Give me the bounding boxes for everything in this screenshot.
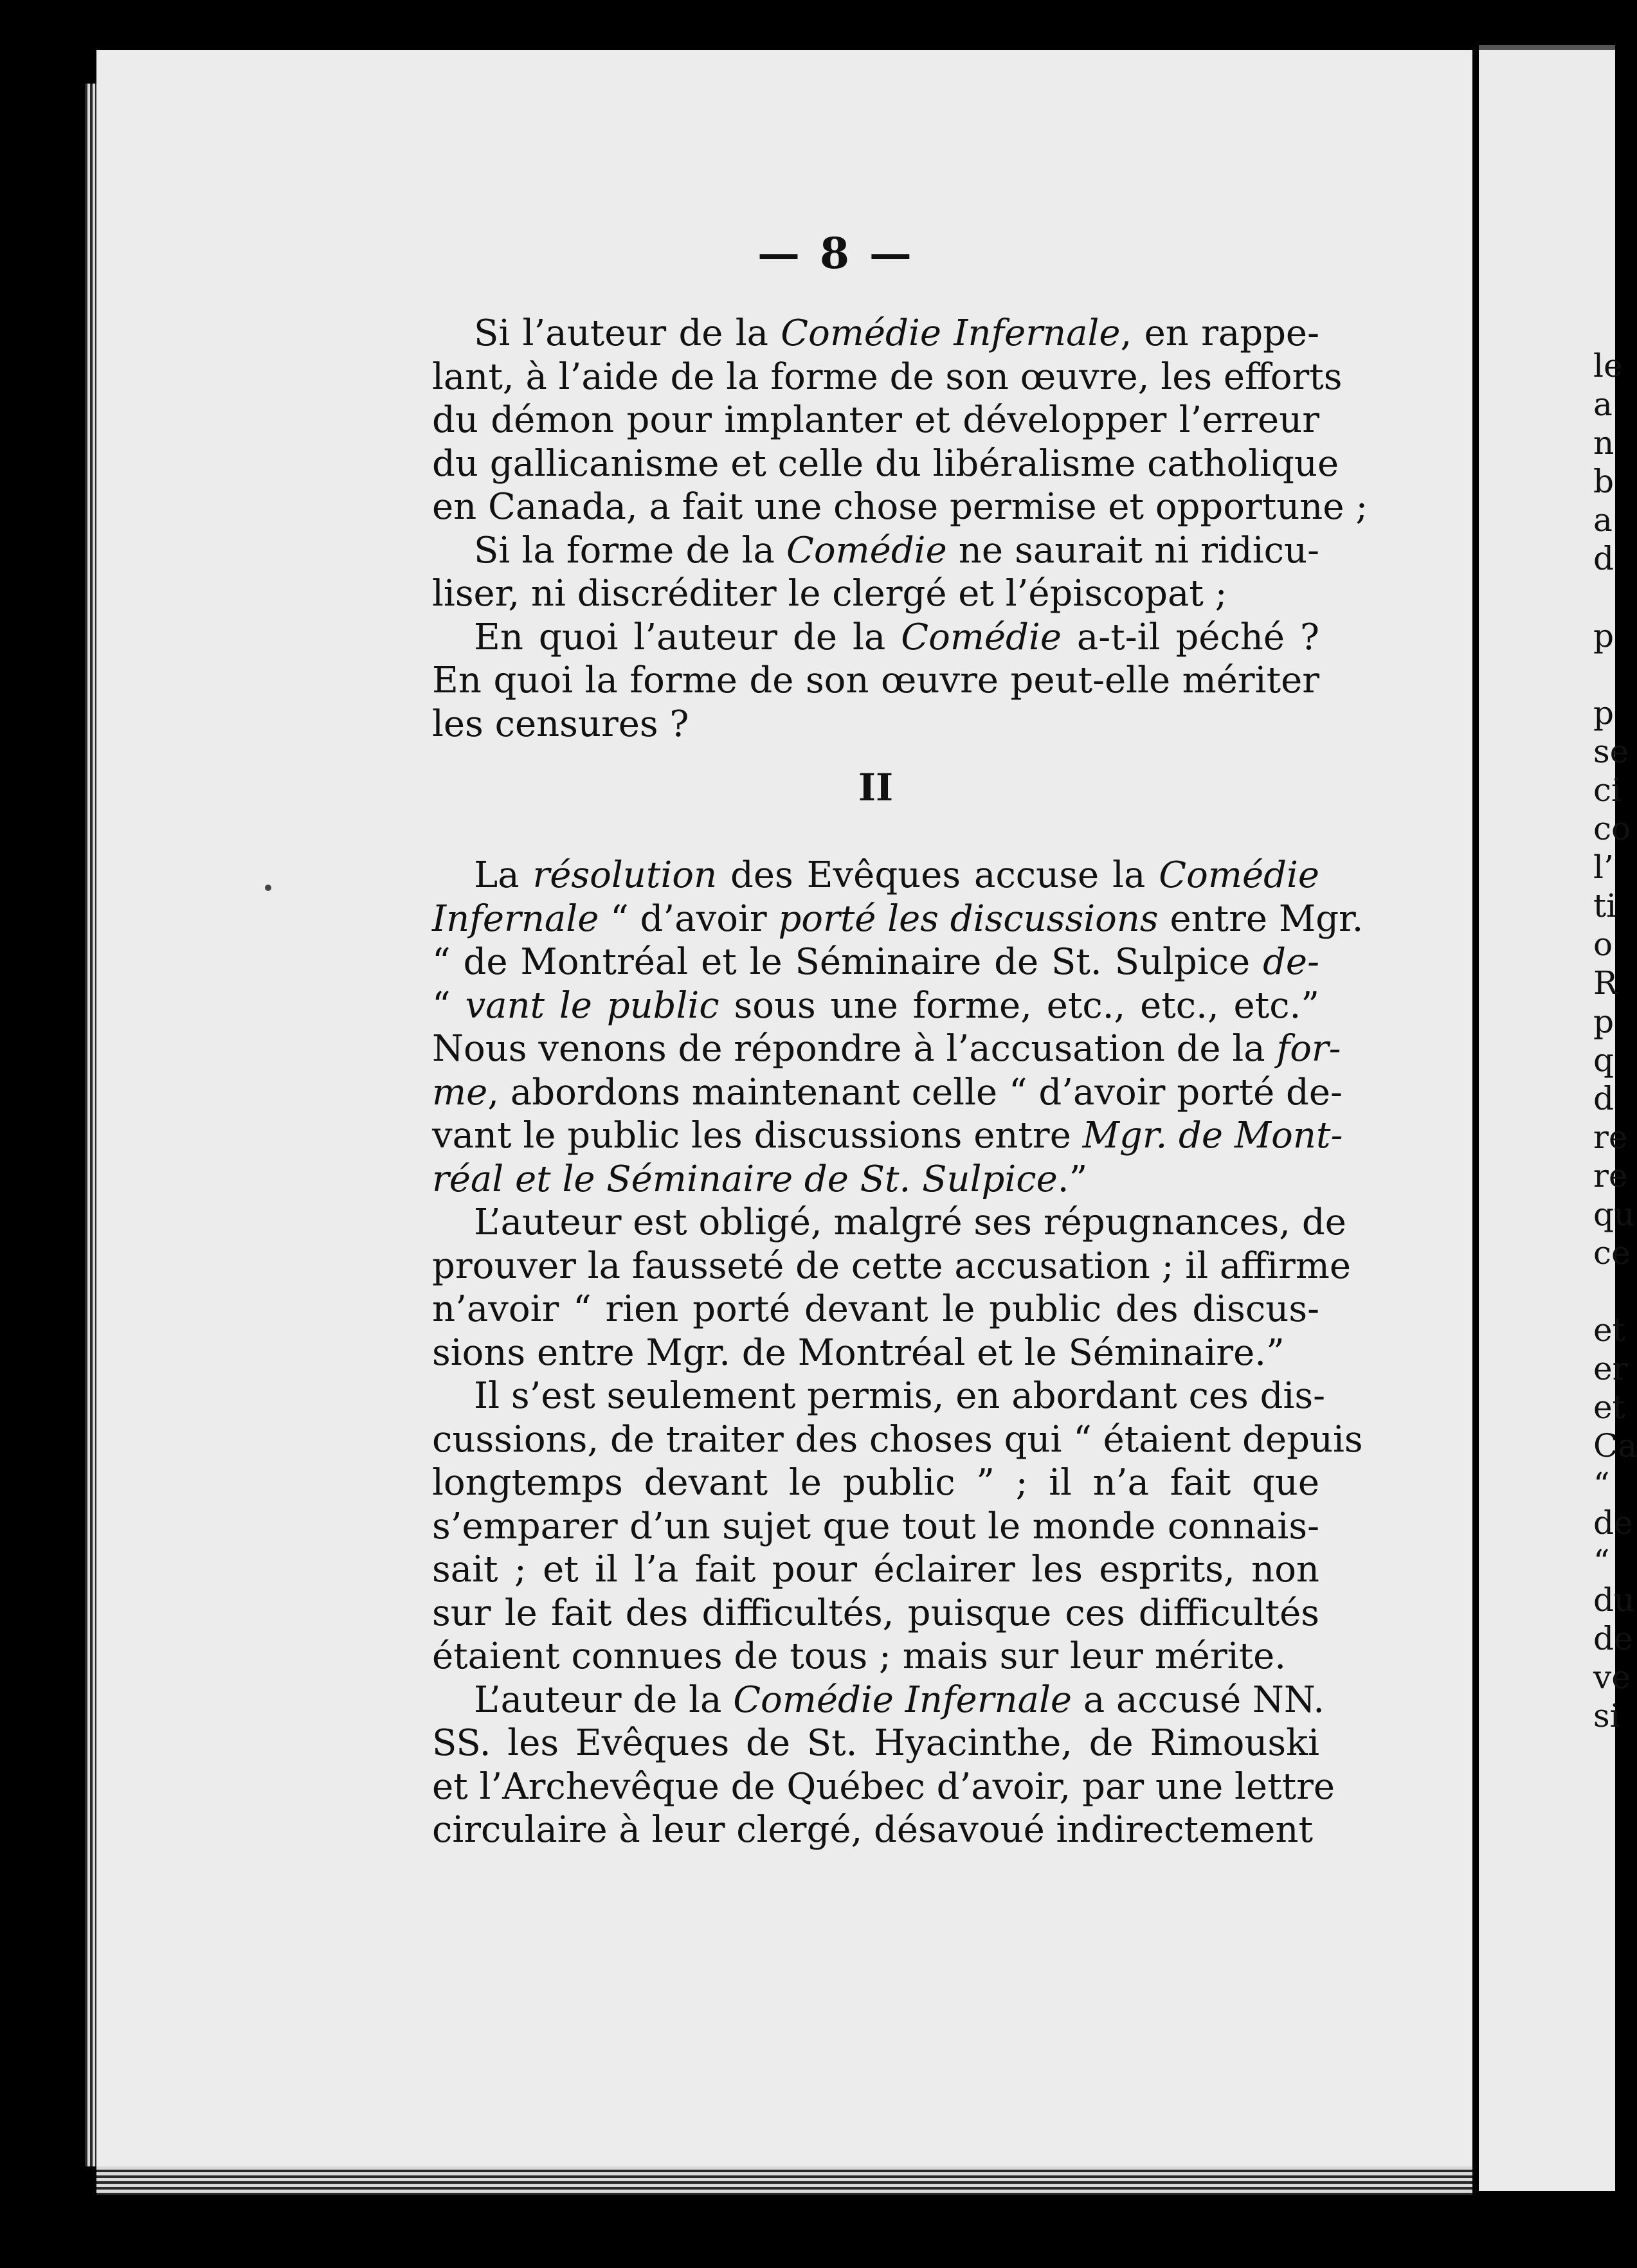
right-page-fragment: ti [1593,887,1617,924]
text-run: L’auteur est obligé, malgré ses répugnances, de [474,1202,1346,1243]
text-run: circulaire à leur clergé, désavoué indirectement [432,1809,1313,1851]
text-run: a-t-il péché ? [1061,616,1319,658]
text-run: Si l’auteur de la [474,312,781,354]
text-run: lant, à l’aide de la forme de son œuvre, les efforts [432,356,1343,398]
text-run: .” [1057,1158,1088,1200]
right-page-fragment: p [1593,617,1614,654]
text-run: sait ; et il l’a fait pour éclairer les esprits, non [432,1549,1319,1590]
right-page-fragment: a [1593,386,1613,423]
right-page-fragment: si [1593,1697,1620,1734]
right-page-fragment: ci [1593,771,1622,809]
text-line [432,1158,1319,1202]
italic-run: Comédie Infernale [781,312,1121,354]
text-line [432,1027,1341,1071]
text-line [432,1808,1319,1852]
text-run: “ de Montréal et le Séminaire de St. Sulpice [432,941,1263,983]
text-run: n’avoir “ rien porté devant le public des discus- [432,1288,1319,1330]
text-line [432,659,1319,703]
text-line [432,312,1319,356]
text-run: Il s’est seulement permis, en abordant ces dis- [474,1375,1326,1417]
text-line [432,616,1319,660]
text-line [432,529,1319,573]
text-line [432,1114,1343,1158]
right-page-fragment: er [1593,1350,1628,1387]
text-line [432,572,1319,616]
text-run: sions entre Mgr. de Montréal et le Séminaire.” [432,1331,1285,1374]
text-line [432,356,1343,399]
text-line [432,703,1319,746]
section-heading: II [858,766,894,809]
text-line [432,1679,1325,1722]
text-run: Nous venons de répondre à l’accusation de la [432,1028,1277,1070]
right-page-fragment: p [1593,694,1614,732]
italic-run: porté les discussions [778,897,1159,940]
text-run: , en rappe- [1120,312,1319,354]
text-line [432,941,1319,984]
text-run: vant le public les discussions entre [432,1115,1083,1156]
italic-run: résolution [532,854,718,896]
right-page-fragment: et [1593,1389,1625,1426]
italic-run: vant le public [465,984,719,1027]
right-page-fragment: d [1593,1080,1614,1117]
text-run: a accusé NN. [1072,1679,1325,1721]
text-line [432,399,1319,442]
text-run: entre Mgr. [1158,897,1364,940]
text-line [432,897,1364,941]
ink-speck [265,885,271,891]
text-run: “ [432,984,466,1027]
text-run: , abordons maintenant celle “ d’avoir porté de- [487,1071,1343,1113]
text-run: étaient connues de tous ; mais sur leur mérite. [432,1635,1287,1677]
text-line [432,854,1319,897]
right-page-fragment: co [1593,810,1631,847]
text-line [432,1548,1319,1592]
right-page-fragment: R [1593,964,1618,1002]
italic-run: for- [1276,1028,1341,1070]
text-run: des Evêques accuse la [717,854,1159,896]
text-run: “ d’avoir [599,897,779,940]
text-line [432,1418,1363,1462]
right-page-fragment: q [1593,1041,1614,1079]
text-run: sous une forme, etc., etc., etc.” [719,984,1319,1027]
spacer [432,829,1319,854]
italic-run: me [432,1071,488,1113]
paragraph-block-1 [432,312,1368,746]
right-page-fragment: Ca [1593,1427,1637,1464]
text-run: en Canada, a fait une chose permise et opportune ; [432,486,1368,528]
text-run: et l’Archevêque de Québec d’avoir, par une lettre [432,1765,1335,1808]
text-line [432,1374,1326,1418]
right-page-fragment: ve [1593,1659,1631,1696]
text-run: s’emparer d’un sujet que tout le monde connais- [432,1505,1319,1547]
right-page-fragment: o [1593,926,1613,963]
text-run: ne saurait ni ridicu- [946,529,1320,572]
text-run: En quoi la forme de son œuvre peut-elle mériter [432,660,1319,701]
right-page-fragment: du [1593,1581,1635,1619]
text-run: L’auteur de la [474,1679,734,1721]
text-run: SS. les Evêques de St. Hyacinthe, de Rimouski [432,1722,1319,1764]
text-line [432,1592,1319,1635]
text-line [432,1201,1346,1245]
text-run: longtemps devant le public ” ; il n’a fait que [432,1462,1319,1504]
italic-run: réal et le Séminaire de St. Sulpice [432,1158,1058,1200]
right-page-fragment: “ [1593,1466,1610,1503]
right-page-fragment: b [1593,463,1614,500]
text-line [432,485,1368,529]
text-run: Si la forme de la [474,529,787,572]
text-run: prouver la fausseté de cette accusation ; il affirme [432,1245,1352,1287]
right-page-fragment: de [1593,1504,1633,1542]
text-run: du gallicanisme et celle du libéralisme catholique [432,442,1339,485]
text-line [432,1765,1335,1809]
text-run: liser, ni discréditer le clergé et l’épiscopat ; [432,573,1227,615]
right-page-fragment: l’ [1593,849,1614,886]
right-page-fragment: et [1593,1311,1625,1349]
text-column [432,312,1368,1852]
text-run: les censures ? [432,703,689,745]
italic-run: de- [1263,941,1319,983]
italic-run: Comédie [1159,854,1319,896]
right-page-fragment: p [1593,1003,1614,1040]
text-line [432,1461,1319,1505]
text-run: En quoi l’auteur de la [474,616,901,658]
italic-run: Comédie Infernale [733,1679,1072,1721]
page-number: — 8 — [757,228,914,278]
right-page-fragment: le [1593,347,1623,384]
bottom-page-edges [96,2166,1472,2195]
text-line [432,1245,1352,1288]
right-page-fragment: “ [1593,1543,1610,1580]
right-page-fragment: re [1593,1157,1628,1194]
italic-run: Comédie [901,616,1062,658]
text-line [432,1635,1319,1679]
text-run: La [474,854,533,896]
paragraph-block-2 [432,854,1364,1852]
text-run: du démon pour implanter et développer l’erreur [432,399,1319,441]
text-line [432,1071,1343,1115]
right-page-fragment: re [1593,1119,1628,1156]
right-page-fragment: de [1593,1620,1633,1657]
text-line [432,1505,1319,1549]
right-page-fragment: d [1593,540,1614,577]
text-line [432,984,1319,1028]
text-line [432,1288,1319,1331]
text-line [432,1331,1319,1375]
text-line [432,442,1339,486]
text-run: cussions, de traiter des choses qui “ étaient depuis [432,1418,1363,1461]
right-page-fragment: ce [1593,1234,1631,1272]
italic-run: Infernale [432,897,599,940]
italic-run: Mgr. de Mont- [1082,1115,1343,1156]
text-line [432,1722,1319,1765]
italic-run: Comédie [786,529,947,572]
text-run: sur le fait des difficultés, puisque ces difficultés [432,1592,1319,1634]
right-page-fragment: se [1593,733,1629,770]
right-page-fragment: a [1593,501,1613,539]
right-page-fragment: n [1593,424,1614,462]
right-page-fragment: qu [1593,1196,1635,1233]
